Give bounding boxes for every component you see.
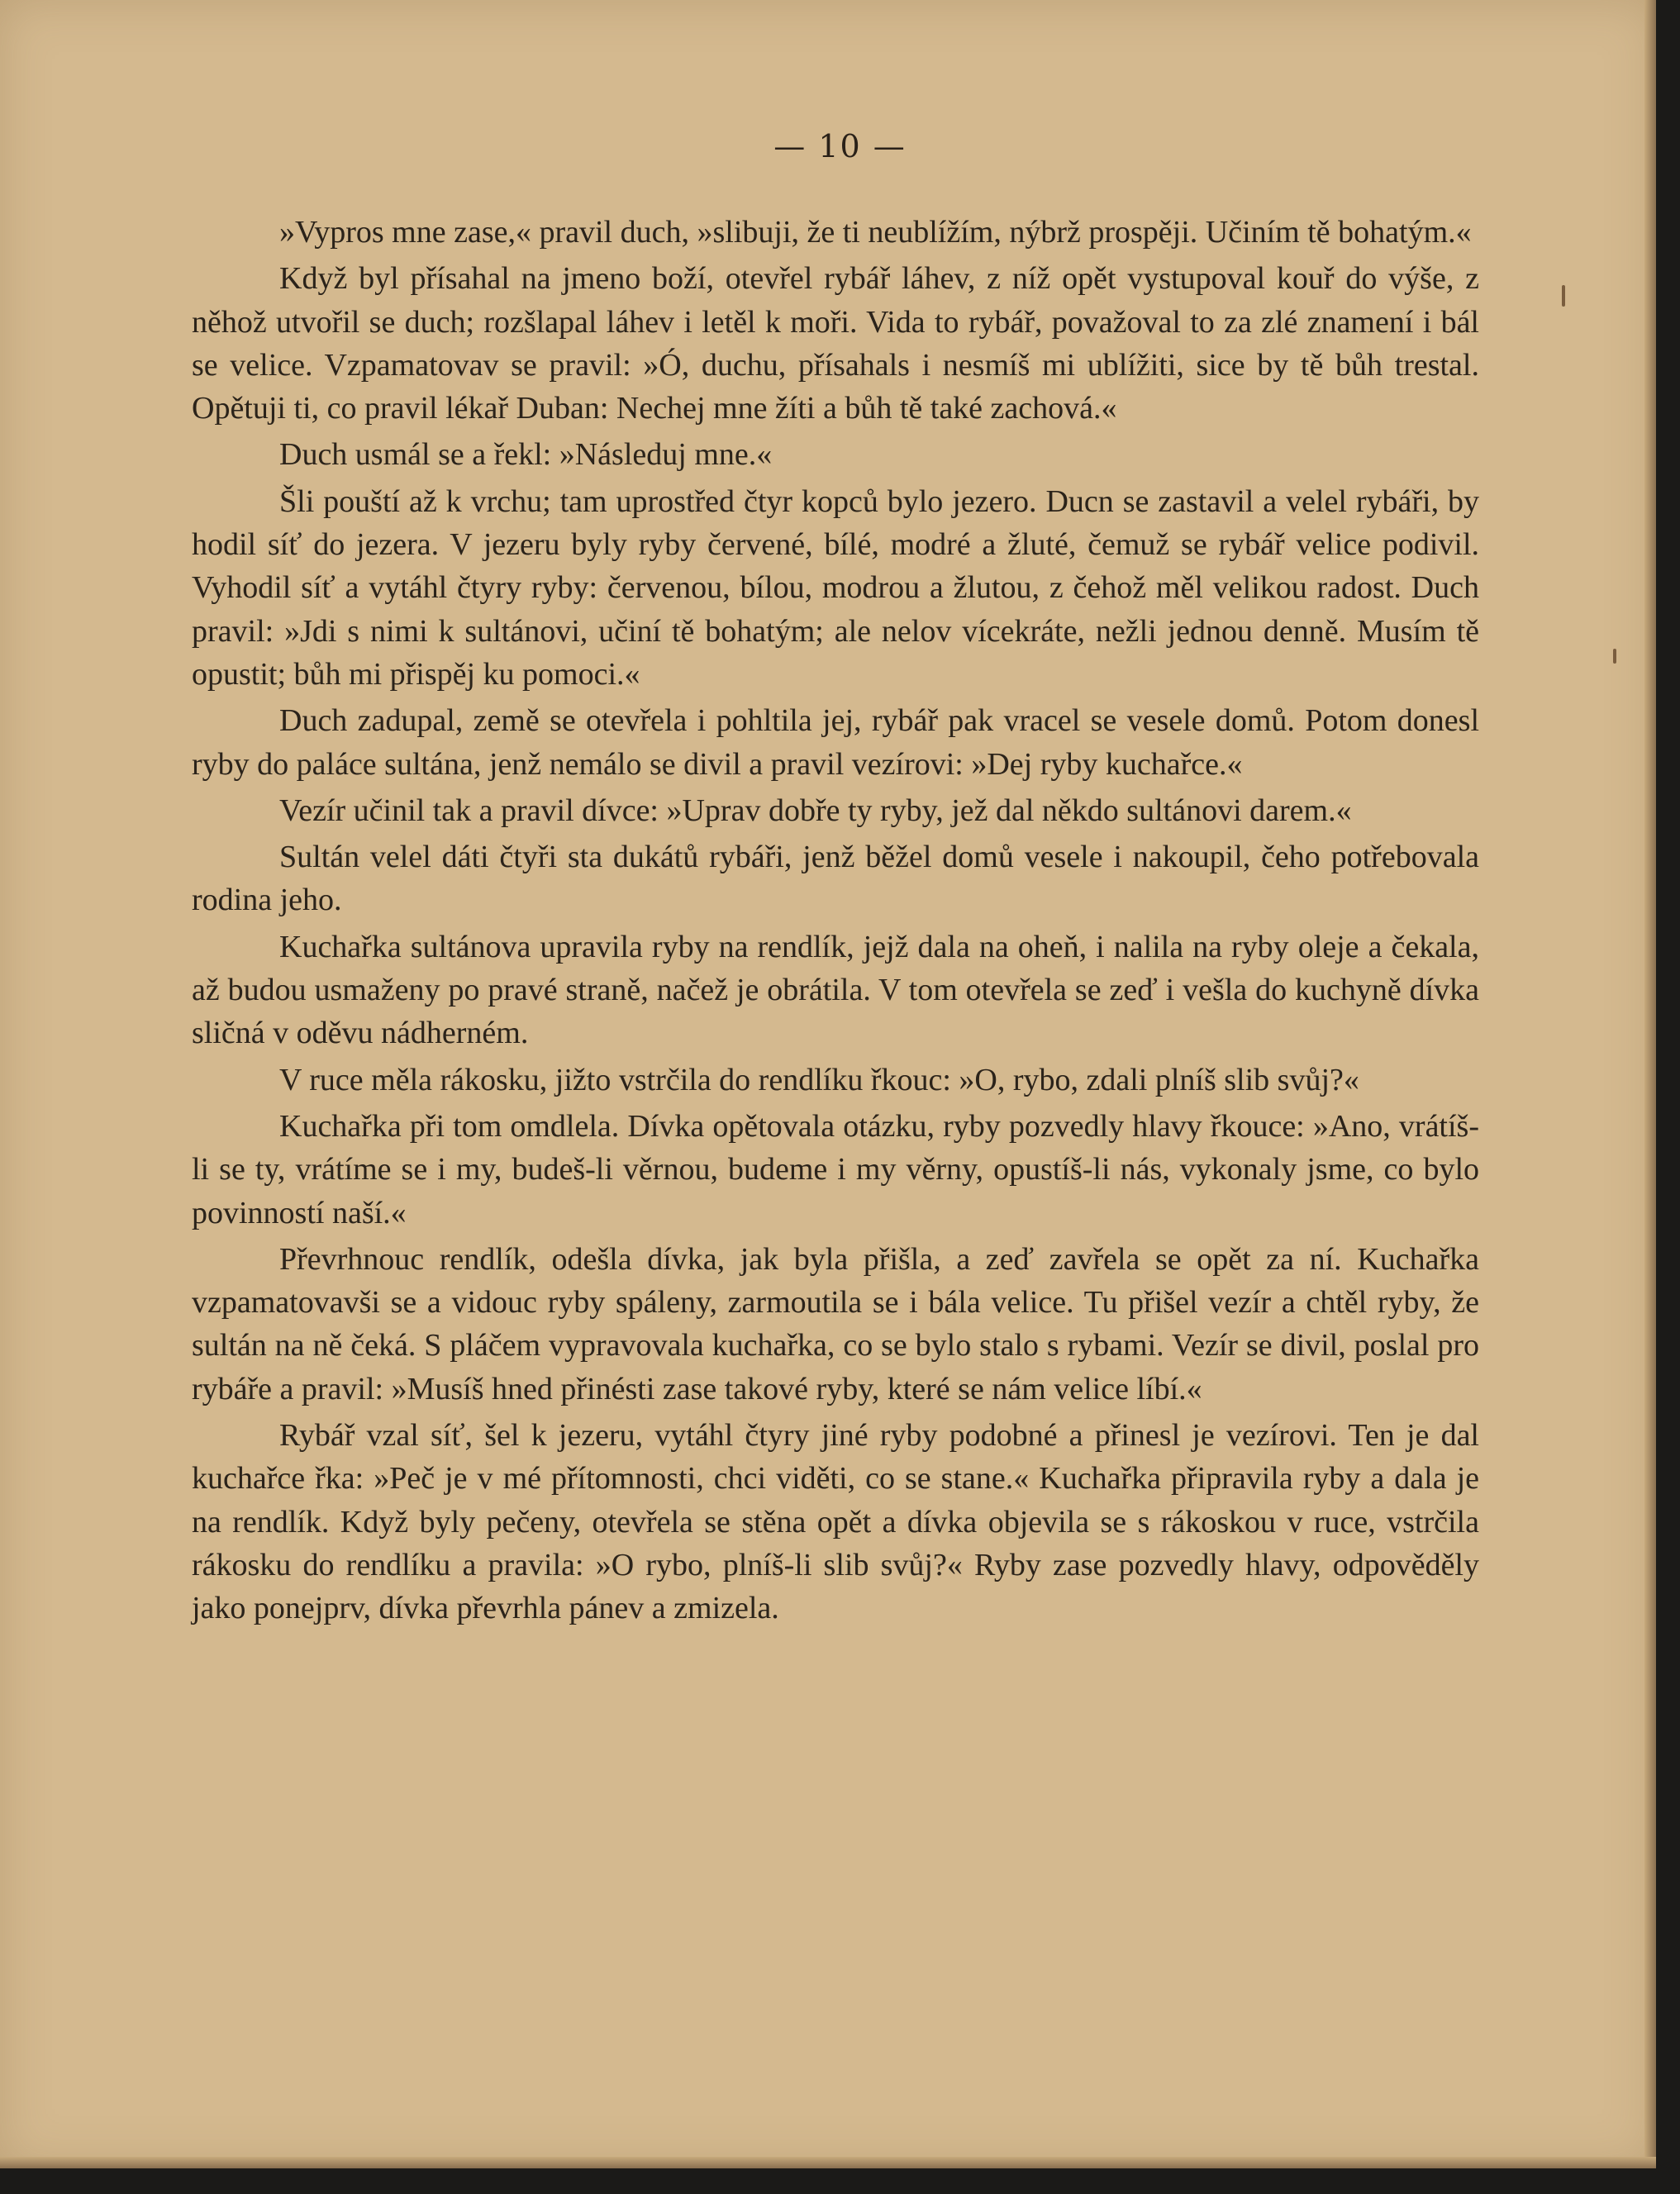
paragraph: V ruce měla rákosku, jižto vstrčila do rendlíku řkouc: »O, rybo, zdali plníš slib svůj?«	[279, 1062, 1359, 1097]
paragraph: Šli pouští až k vrchu; tam uprostřed čtyr kopců bylo jezero. Ducn se zastavil a velel rybáři, by hodil síť do jezera. V jezeru byly ryby červené, bílé, modré a žluté, čemuž se rybář velice podivil. Vyhodil síť a vytáhl čtyry ryby: červenou, bílou, modrou a žlutou, z čehož měl velikou radost. Duch pravil: »Jdi s nimi k sultánovi, učiní tě bohatým; ale nelov vícekráte, nežli jednou denně. Musím tě opustit; bůh mi přispěj ku pomoci.«	[192, 483, 1479, 692]
paragraph: »Vypros mne zase,« pravil duch, »slibuji, že ti neublížím, nýbrž prospěji. Učiním tě bohatým.«	[279, 215, 1472, 250]
paper-speck	[1562, 285, 1565, 307]
paragraph: Rybář vzal síť, šel k jezeru, vytáhl čtyry jiné ryby podobné a přinesl je vezírovi. Ten je dal kuchařce řka: »Peč je v mé přítomnosti, chci viděti, co se stane.« Kuchařka připravila ryby a dala je na rendlík. Když byly pečeny, otevřela se stěna opět a dívka objevila se s rákoskou v ruce, vstrčila rákosku do rendlíku a pravila: »O rybo, plníš-li slib svůj?« Ryby zase pozvedly hlavy, odpověděly jako ponejprv, dívka převrhla pánev a zmizela.	[192, 1418, 1479, 1626]
paper-speck	[1613, 649, 1616, 664]
paragraph: Když byl přísahal na jmeno boží, otevřel rybář láhev, z níž opět vystupoval kouř do výše, z něhož utvořil se duch; rozšlapal láhev i letěl k moři. Vida to rybář, považoval to za zlé znamení i bál se velice. Vzpamatovav se pravil: »Ó, duchu, přísahals i nesmíš mi ublížiti, sice by tě bůh trestal. Opětuji ti, co pravil lékař Duban: Nechej mne žíti a bůh tě také zachová.«	[192, 261, 1479, 426]
page-edge-bottom	[0, 2157, 1656, 2168]
body-text	[192, 211, 1479, 1634]
paragraph: Kuchařka při tom omdlela. Dívka opětovala otázku, ryby pozvedly hlavy řkouce: »Ano, vrátíš-li se ty, vrátíme se i my, budeš-li věrnou, budeme i my věrny, opustíš-li nás, vykonaly jsme, co bylo povinností naší.«	[192, 1108, 1479, 1230]
paragraph: Vezír učinil tak a pravil dívce: »Uprav dobře ty ryby, jež dal někdo sultánovi darem.«	[279, 792, 1352, 828]
paragraph: Sultán velel dáti čtyři sta dukátů rybáři, jenž běžel domů vesele i nakoupil, čeho potřebovala rodina jeho.	[192, 840, 1479, 918]
paragraph: Kuchařka sultánova upravila ryby na rendlík, jejž dala na oheň, i nalila na ryby oleje a čekala, až budou usmaženy po pravé straně, načež je obrátila. V tom otevřela se zeď i vešla do kuchyně dívka sličná v oděvu nádherném.	[192, 929, 1479, 1051]
page-number: — 10 —	[773, 128, 907, 164]
paragraph: Převrhnouc rendlík, odešla dívka, jak byla přišla, a zeď zavřela se opět za ní. Kuchařka vzpamatovavši se a vidouc ryby spáleny, zarmoutila se i bála velice. Tu přišel vezír a chtěl ryby, že sultán na ně čeká. S pláčem vypravovala kuchařka, co se bylo stalo s rybami. Vezír se divil, poslal pro rybáře a pravil: »Musíš hned přinésti zase takové ryby, které se nám velice líbí.«	[192, 1241, 1479, 1406]
paragraph: Duch zadupal, země se otevřela i pohltila jej, rybář pak vracel se vesele domů. Potom donesl ryby do paláce sultána, jenž nemálo se divil a pravil vezírovi: »Dej ryby kuchařce.«	[192, 703, 1479, 782]
page-edge-right	[1644, 0, 1656, 2168]
paragraph: Duch usmál se a řekl: »Následuj mne.«	[279, 437, 773, 473]
